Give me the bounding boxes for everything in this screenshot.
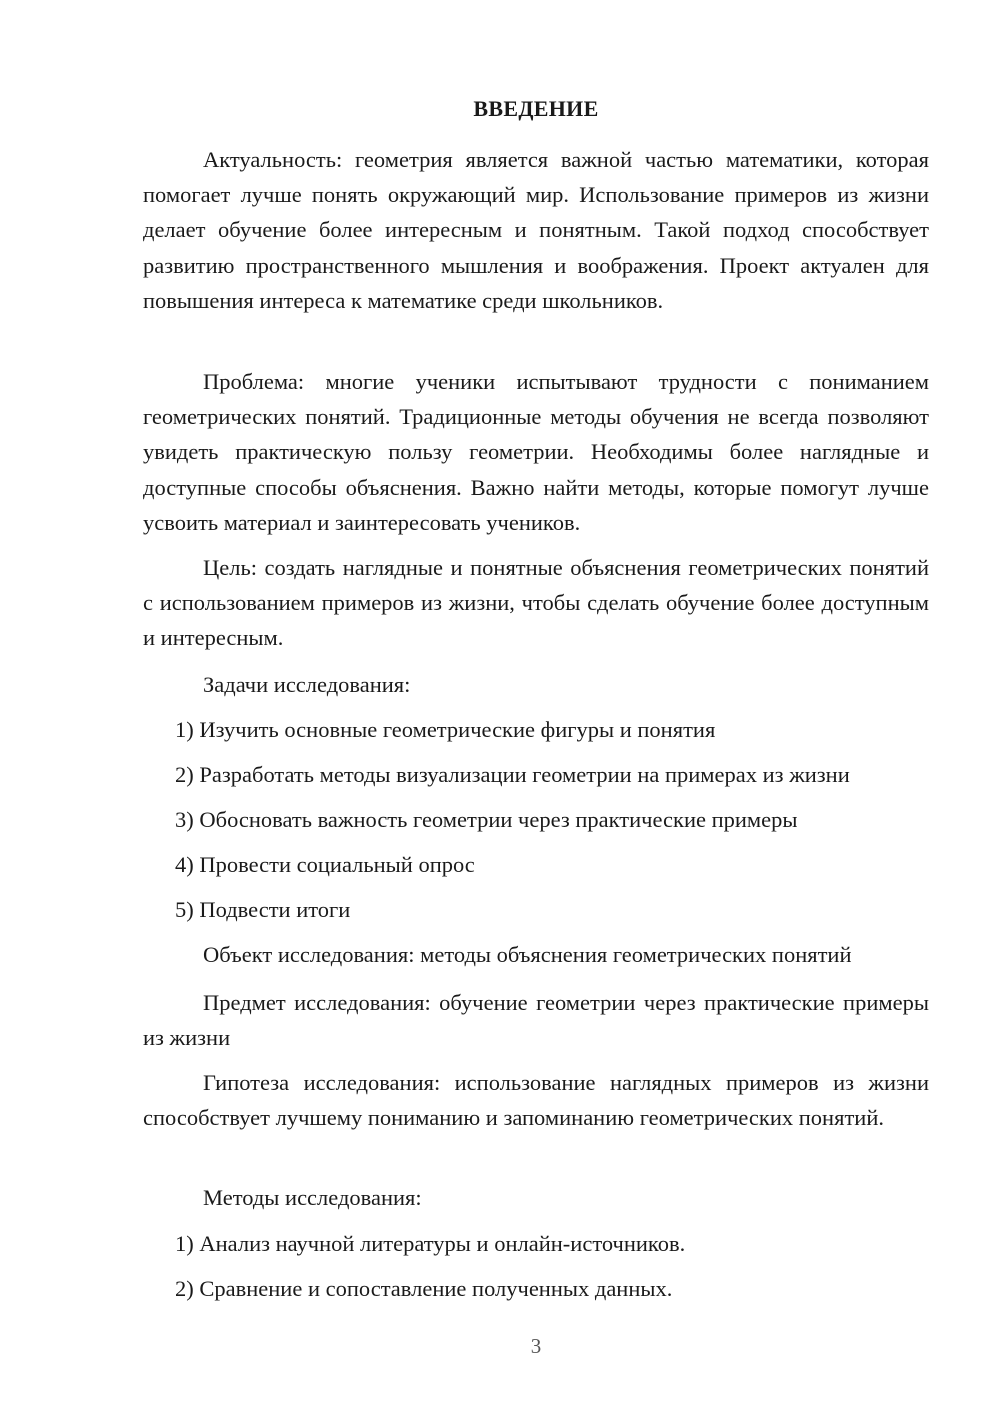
method-item-2: 2) Сравнение и сопоставление полученных данных.	[175, 1276, 673, 1301]
relevance-paragraph: Актуальность: геометрия является важной частью математики, которая помогает лучше понять окружающий мир. Использование примеров из жизни делает обучение более интересным и понятным. Такой подход способствует развитию пространственного мышления и воображения. Проект актуален для повышения интереса к математике среди школьников.	[143, 147, 929, 313]
page-number: 3	[530, 1334, 542, 1358]
task-item-2: 2) Разработать методы визуализации геометрии на примерах из жизни	[175, 762, 850, 787]
task-item-5: 5) Подвести итоги	[175, 897, 351, 922]
page-title: ВВЕДЕНИЕ	[473, 96, 599, 121]
goal-paragraph: Цель: создать наглядные и понятные объяснения геометрических понятий с использованием примеров из жизни, чтобы сделать обучение более доступным и интересным.	[143, 555, 929, 651]
methods-heading: Методы исследования:	[203, 1185, 422, 1210]
tasks-heading: Задачи исследования:	[203, 672, 411, 697]
object-paragraph: Объект исследования: методы объяснения геометрических понятий	[203, 942, 852, 967]
task-item-4: 4) Провести социальный опрос	[175, 852, 475, 877]
method-item-1: 1) Анализ научной литературы и онлайн-источников.	[175, 1231, 686, 1256]
task-item-1: 1) Изучить основные геометрические фигуры и понятия	[175, 717, 716, 742]
task-item-3: 3) Обосновать важность геометрии через практические примеры	[175, 807, 798, 832]
problem-paragraph: Проблема: многие ученики испытывают трудности с пониманием геометрических понятий. Традиционные методы обучения не всегда позволяют увидеть практическую пользу геометрии. Необходимы более наглядные и доступные способы объяснения. Важно найти методы, которые помогут лучше усвоить материал и заинтересовать учеников.	[143, 369, 929, 535]
subject-paragraph: Предмет исследования: обучение геометрии через практические примеры из жизни	[143, 990, 929, 1051]
hypothesis-paragraph: Гипотеза исследования: использование наглядных примеров из жизни способствует лучшему пониманию и запоминанию геометрических понятий.	[143, 1070, 929, 1131]
